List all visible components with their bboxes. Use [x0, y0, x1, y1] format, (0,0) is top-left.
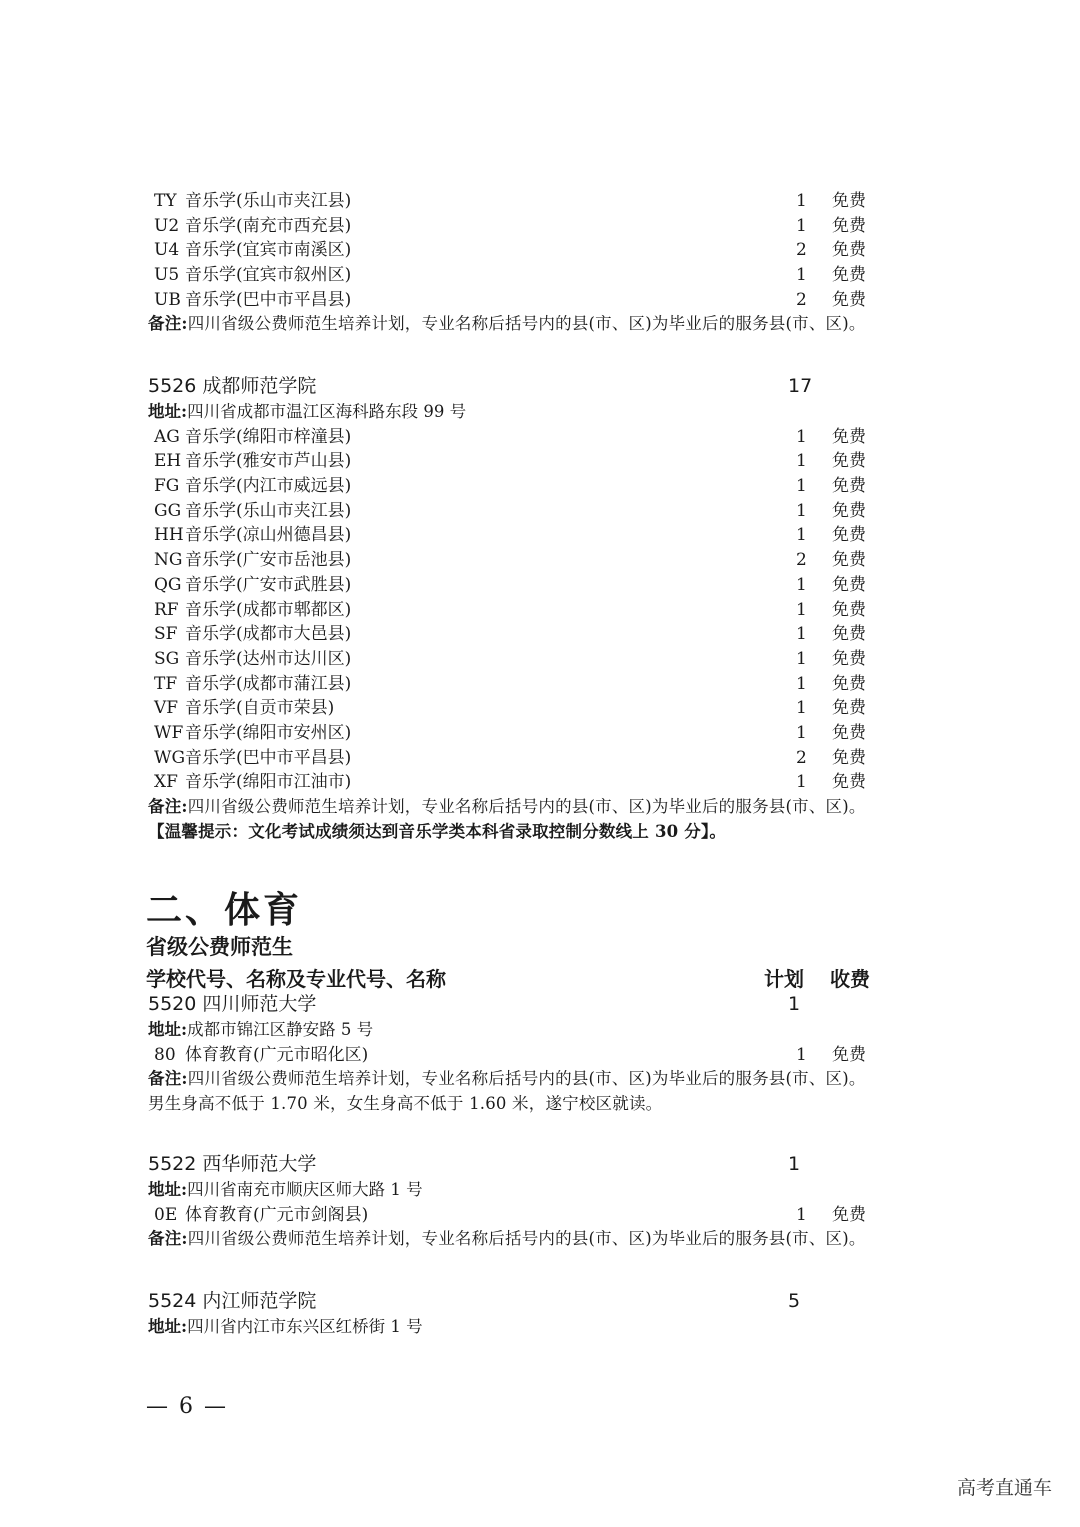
major-name: 音乐学(乐山市夹江县): [185, 500, 352, 521]
fee-label: 免费: [832, 191, 866, 211]
list-item: [148, 288, 988, 313]
fee-label: 免费: [832, 624, 866, 645]
school-5522-header: [148, 1150, 988, 1178]
major-name: 音乐学(广安市岳池县): [185, 550, 352, 571]
major-code: UB: [154, 289, 181, 310]
list-item: [148, 622, 988, 647]
fee-label: 免费: [832, 426, 866, 447]
major-name: 音乐学(南充市西充县): [185, 215, 352, 236]
list-item: [148, 548, 988, 573]
major-name: 音乐学(巴中市平昌县): [185, 747, 352, 768]
plan-count: 1: [796, 265, 807, 286]
column-header: [146, 963, 986, 993]
plan-count: 1: [796, 1204, 807, 1225]
fee-label: 免费: [832, 1044, 866, 1065]
school-5520-note-2: 男生身高不低于 1.70 米，女生身高不低于 1.60 米，遂宁校区就读。: [148, 1094, 663, 1114]
list-item: [148, 499, 988, 524]
fee-label: 免费: [832, 574, 866, 595]
school-5526-header: [148, 372, 988, 400]
major-code: NG: [154, 550, 183, 571]
plan-count: 1: [796, 451, 807, 472]
major-name: 音乐学(成都市大邑县): [185, 624, 352, 645]
major-name: 音乐学(宜宾市南溪区): [185, 240, 352, 261]
school-5524-name: 5524 内江师范学院: [148, 1290, 317, 1312]
plan-count: 1: [796, 1044, 807, 1065]
school-5524-address: 地址:四川省内江市东兴区红桥街 1 号: [148, 1317, 423, 1336]
plan-count: 1: [796, 476, 807, 497]
list-item: [148, 647, 988, 672]
major-code: QG: [154, 574, 182, 595]
major-name: 音乐学(乐山市夹江县): [185, 191, 352, 211]
school-5520-header: [148, 990, 988, 1018]
plan-count: 1: [796, 215, 807, 236]
major-code: TF: [154, 673, 178, 694]
plan-count: 2: [796, 240, 807, 261]
list-item: [148, 425, 988, 450]
list-item: [148, 214, 988, 239]
fee-label: 免费: [832, 599, 866, 620]
school-5520-section: [148, 990, 988, 1117]
fee-label: 免费: [832, 215, 866, 236]
school-5522-section: [148, 1150, 988, 1252]
list-item: [148, 598, 988, 623]
fee-label: 免费: [832, 451, 866, 472]
plan-count: 2: [796, 747, 807, 768]
plan-count: 1: [796, 722, 807, 743]
major-code: GG: [154, 500, 182, 521]
school-5522-note: 备注:四川省级公费师范生培养计划，专业名称后括号内的县(市、区)为毕业后的服务县(市、区)。: [148, 1229, 866, 1249]
list-item: [148, 672, 988, 697]
school-5520-name: 5520 四川师范大学: [148, 993, 317, 1015]
school-5524-total: 5: [788, 1290, 801, 1312]
school-5520-rows: [148, 1043, 988, 1068]
music-cont-section: [148, 189, 988, 337]
fee-label: 免费: [832, 1204, 866, 1225]
school-5526-address: 地址:四川省成都市温江区海科路东段 99 号: [148, 402, 467, 421]
major-name: 音乐学(绵阳市江油市): [185, 772, 352, 793]
school-5522-rows: [148, 1203, 988, 1228]
major-name: 音乐学(成都市郫都区): [185, 599, 352, 620]
major-code: HH: [154, 525, 184, 546]
fee-label: 免费: [832, 772, 866, 793]
major-code: AG: [154, 426, 180, 447]
section-subtitle: 省级公费师范生: [146, 935, 293, 959]
fee-label: 免费: [832, 525, 866, 546]
major-code: U5: [154, 265, 180, 286]
fee-label: 免费: [832, 240, 866, 261]
school-5522-total: 1: [788, 1153, 801, 1175]
major-code: FG: [154, 476, 180, 497]
school-5526-section: [148, 372, 988, 844]
school-5526-note: 备注:四川省级公费师范生培养计划，专业名称后括号内的县(市、区)为毕业后的服务县(市、区)。: [148, 797, 866, 816]
fee-label: 免费: [832, 550, 866, 571]
major-code: EH: [154, 451, 182, 472]
fee-label: 免费: [832, 747, 866, 768]
school-5520-total: 1: [788, 993, 801, 1015]
major-name: 音乐学(巴中市平昌县): [185, 289, 352, 310]
fee-label: 免费: [832, 698, 866, 719]
school-5520-address: 地址:成都市锦江区静安路 5 号: [148, 1020, 374, 1039]
school-5522-name: 5522 西华师范大学: [148, 1153, 317, 1175]
major-code: XF: [154, 772, 178, 793]
major-code: U2: [154, 215, 180, 236]
plan-count: 1: [796, 624, 807, 645]
column-header-plan: 计划: [764, 967, 804, 991]
list-item: [148, 770, 988, 795]
plan-count: 2: [796, 550, 807, 571]
school-5524-header: [148, 1287, 988, 1315]
music-cont-rows: [148, 189, 988, 312]
list-item: [148, 523, 988, 548]
school-5526-total: 17: [788, 375, 813, 397]
music-cont-note: 备注:四川省级公费师范生培养计划，专业名称后括号内的县(市、区)为毕业后的服务县(市、区)。: [148, 314, 866, 334]
plan-count: 1: [796, 191, 807, 211]
fee-label: 免费: [832, 289, 866, 310]
plan-count: 1: [796, 599, 807, 620]
major-code: VF: [154, 698, 179, 719]
plan-count: 2: [796, 289, 807, 310]
major-code: 80: [154, 1044, 176, 1065]
list-item: [148, 474, 988, 499]
plan-count: 1: [796, 673, 807, 694]
school-5520-note: 备注:四川省级公费师范生培养计划，专业名称后括号内的县(市、区)为毕业后的服务县(市、区)。: [148, 1069, 866, 1089]
school-5526-rows: [148, 425, 988, 795]
major-code: WG: [154, 747, 186, 768]
list-item: [148, 1203, 988, 1228]
fee-label: 免费: [832, 648, 866, 669]
major-name: 音乐学(广安市武胜县): [185, 574, 352, 595]
section-title: 二、体育: [146, 890, 303, 931]
major-code: SF: [154, 624, 178, 645]
page-number: — 6 —: [146, 1394, 228, 1419]
major-name: 音乐学(自贡市荣县): [185, 698, 335, 719]
watermark: 高考直通车: [956, 1477, 1052, 1499]
major-name: 音乐学(达州市达川区): [185, 648, 352, 669]
major-name: 音乐学(绵阳市梓潼县): [185, 426, 352, 447]
major-name: 体育教育(广元市昭化区): [185, 1044, 369, 1065]
list-item: [148, 238, 988, 263]
fee-label: 免费: [832, 673, 866, 694]
list-item: [148, 573, 988, 598]
major-code: U4: [154, 240, 180, 261]
plan-count: 1: [796, 648, 807, 669]
plan-count: 1: [796, 525, 807, 546]
major-code: SG: [154, 648, 180, 669]
major-code: TY: [154, 191, 177, 211]
major-name: 体育教育(广元市剑阁县): [185, 1204, 369, 1225]
major-name: 音乐学(宜宾市叙州区): [185, 265, 352, 286]
list-item: [148, 449, 988, 474]
major-name: 音乐学(雅安市芦山县): [185, 451, 352, 472]
major-code: RF: [154, 599, 179, 620]
major-name: 音乐学(成都市蒲江县): [185, 673, 352, 694]
school-5526-name: 5526 成都师范学院: [148, 375, 317, 397]
plan-count: 1: [796, 426, 807, 447]
school-5526-tip: 【温馨提示：文化考试成绩须达到音乐学类本科省录取控制分数线上 30 分】。: [148, 821, 727, 841]
fee-label: 免费: [832, 265, 866, 286]
plan-count: 1: [796, 772, 807, 793]
list-item: [148, 721, 988, 746]
list-item: [148, 263, 988, 288]
list-item: [148, 696, 988, 721]
major-name: 音乐学(绵阳市安州区): [185, 722, 352, 743]
plan-count: 1: [796, 698, 807, 719]
fee-label: 免费: [832, 722, 866, 743]
school-5522-address: 地址:四川省南充市顺庆区师大路 1 号: [148, 1180, 423, 1199]
plan-count: 1: [796, 500, 807, 521]
major-name: 音乐学(凉山州德昌县): [185, 525, 352, 546]
column-header-name: 学校代号、名称及专业代号、名称: [146, 967, 446, 991]
major-name: 音乐学(内江市威远县): [185, 476, 352, 497]
fee-label: 免费: [832, 500, 866, 521]
list-item: [148, 1043, 988, 1068]
fee-label: 免费: [832, 476, 866, 497]
major-code: 0E: [154, 1204, 178, 1225]
list-item: [148, 746, 988, 771]
plan-count: 1: [796, 574, 807, 595]
list-item: [148, 189, 988, 214]
column-header-fee: 收费: [830, 967, 870, 991]
major-code: WF: [154, 722, 184, 743]
school-5524-section: [148, 1287, 988, 1340]
